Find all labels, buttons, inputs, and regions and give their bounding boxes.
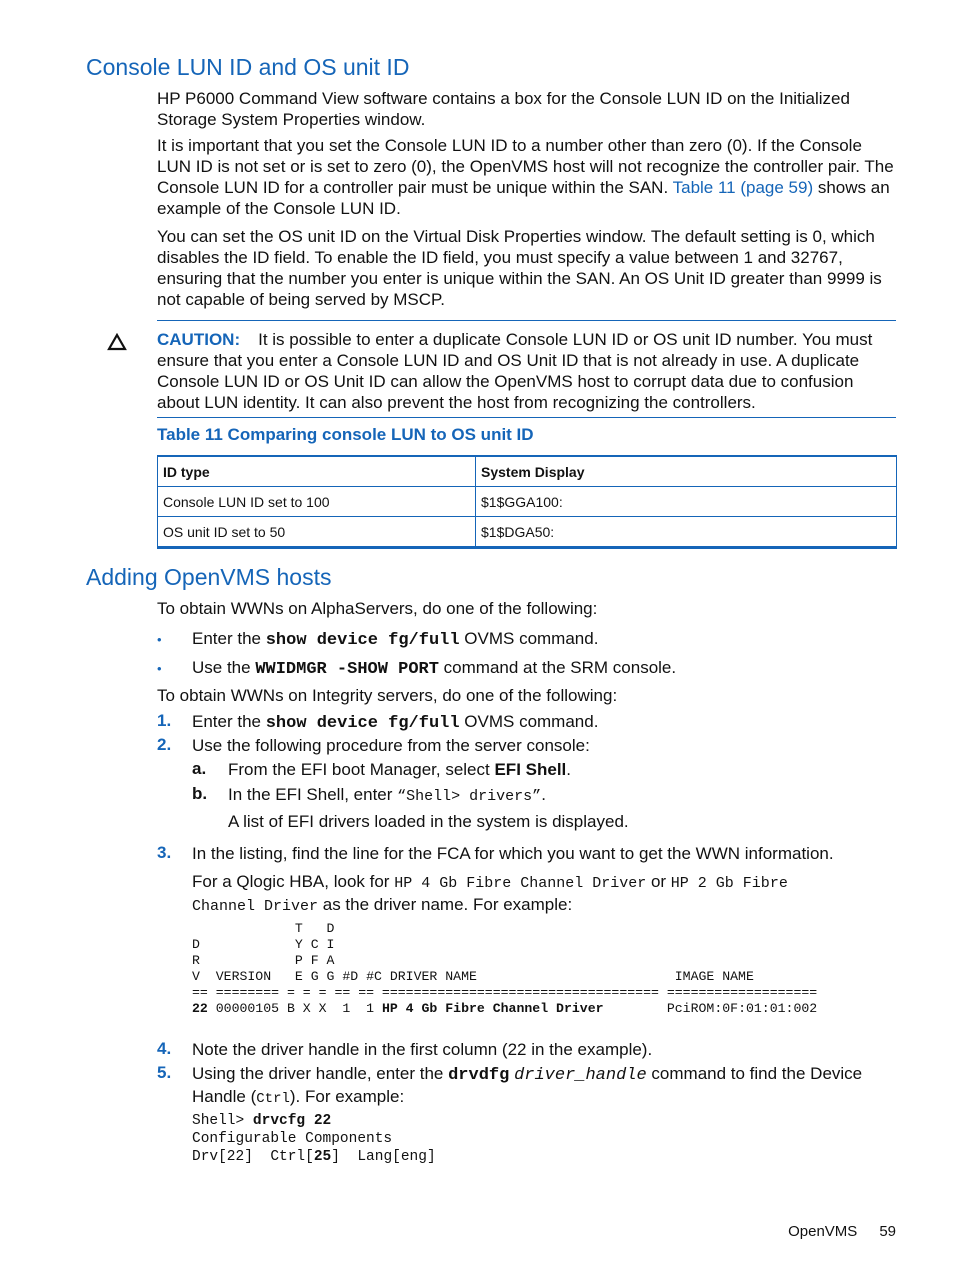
table-row [158,517,897,548]
substep-letter: b. [192,784,208,803]
console-example [192,1112,436,1166]
item-text: OVMS command. [459,629,599,648]
caution-top-rule [157,320,896,321]
item-code: show device fg/full [265,631,460,650]
paragraph-text: It is important that you set the Console LUN ID to a number other than zero (0). If the Console LUN ID is not set or is set to zero (0), the OpenVMS host will not recognize the controller pair. The Console LUN ID for a controller pair must be unique within the SAN. [157,136,894,197]
item-text: In the EFI Shell, enter [228,785,398,804]
item-text: OVMS command. [459,712,599,731]
caution-triangle-icon [107,333,127,351]
console-line: Drv[22] Ctrl[ [192,1149,314,1165]
item-text: ). For example: [289,1087,405,1106]
item-code: HP 2 Gb Fibre [670,875,788,892]
caution-text: It is possible to enter a duplicate Console LUN ID or OS unit ID number. You must ensure that you enter a Console LUN ID and OS Unit ID that is not already in use. A duplicate Console LUN ID or OS Unit ID can allow the OpenVMS host to corrupt data due to confusion about LUN identity. It can also prevent the host from recognizing the controllers. [157,330,873,412]
section-title-console-lun: Console LUN ID and OS unit ID [86,54,410,80]
item-code-italic: driver_handle [514,1066,647,1085]
item-code: drvdfg [448,1066,510,1085]
listing-driver-name: HP 4 Gb Fibre Channel Driver [381,1001,604,1016]
step-3-detail [192,871,892,917]
step-number: 2. [157,735,172,754]
drivers-listing [192,921,817,1017]
item-text: or [646,872,671,891]
substep-letter: a. [192,759,207,778]
listing-line: V VERSION E G G #D #C DRIVER NAME IMAGE NAME [192,969,754,984]
header-id-type: ID type [158,456,476,487]
paragraph-os-unit-id: You can set the OS unit ID on the Virtual Disk Properties window. The default setting is 0, which disables the ID field. To enable the ID field, you must specify a value between 1 and 32767, ensuring that the number you enter is unique within the SAN. An OS Unit ID greater than 9999 is not capable of being served by MSCP. [157,227,882,309]
item-code: show device fg/full [265,714,460,733]
section-title-adding-hosts: Adding OpenVMS hosts [86,564,332,590]
table-cell: $1$DGA50: [476,517,897,548]
comparison-table [157,455,897,549]
item-text: Enter the [192,712,266,731]
footer-product: OpenVMS [788,1223,858,1240]
table-header-row [158,456,897,487]
page-number: 59 [879,1223,896,1240]
step-number: 3. [157,843,172,862]
step-number: 5. [157,1063,172,1082]
listing-line: PciROM:0F:01:01:002 [603,1001,818,1016]
step-2: Use the following procedure from the server console: [192,736,590,755]
item-code: Ctrl [256,1091,290,1107]
caution-bottom-rule [157,417,896,418]
table-row [158,487,897,517]
listing-line: R P F A [192,953,335,968]
step-number: 4. [157,1039,172,1058]
table-cell: $1$GGA100: [476,487,897,517]
table-caption: Table 11 Comparing console LUN to OS unit ID [157,425,534,444]
bullet-icon: • [157,661,162,676]
console-line: Shell> [192,1113,253,1129]
console-value: 25 [313,1149,332,1165]
item-text: Using the driver handle, enter the [192,1064,449,1083]
paragraph-intro: HP P6000 Command View software contains a box for the Console LUN ID on the Initialized Storage System Properties window. [157,89,850,129]
item-text: Use the [192,658,256,677]
console-command: drvcfg 22 [252,1113,332,1129]
page-footer [0,1223,896,1240]
alpha-intro: To obtain WWNs on AlphaServers, do one of the following: [157,599,598,618]
list-item [192,628,598,651]
step-2a [228,759,571,780]
console-line: Configurable Components [192,1131,393,1147]
item-code: “Shell> drivers” [397,788,542,805]
header-system-display: System Display [476,456,897,487]
step-3: In the listing, find the line for the FCA for which you want to get the WWN information. [192,844,834,863]
item-text: Enter the [192,629,266,648]
list-item [192,657,676,680]
table-cell: OS unit ID set to 50 [158,517,476,548]
step-2b-result: A list of EFI drivers loaded in the system is displayed. [228,812,629,831]
listing-line: == ======== = = = == == =================================== =================== [192,985,818,1000]
step-number: 1. [157,711,172,730]
table-cell: Console LUN ID set to 100 [158,487,476,517]
item-text: For a Qlogic HBA, look for [192,872,395,891]
item-code: Channel Driver [192,898,319,915]
item-text: From the EFI boot Manager, select [228,760,495,779]
paragraph-console-lun [157,135,897,219]
listing-handle: 22 [192,1001,208,1016]
item-code: WWIDMGR -SHOW PORT [255,660,439,679]
listing-line: D Y C I [192,937,335,952]
step-4: Note the driver handle in the first column (22 in the example). [192,1040,653,1059]
caution-label: CAUTION: [157,330,241,349]
console-line: ] Lang[eng] [331,1149,436,1165]
item-text: . [566,760,571,779]
caution-note [157,329,897,413]
item-text: as the driver name. For example: [318,895,573,914]
item-code: HP 4 Gb Fibre Channel Driver [394,875,647,892]
integrity-intro: To obtain WWNs on Integrity servers, do one of the following: [157,686,618,705]
item-text: command to find the Device [646,1064,863,1083]
step-5 [192,1063,892,1110]
item-text: . [541,785,546,804]
listing-line: T D [192,921,335,936]
step-2b [228,784,546,807]
table-11-link[interactable]: Table 11 (page 59) [672,178,814,197]
item-text: Handle ( [192,1087,257,1106]
step-1 [192,711,598,734]
listing-line: 00000105 B X X 1 1 [207,1001,382,1016]
bullet-icon: • [157,632,162,647]
item-text: command at the SRM console. [438,658,677,677]
paragraph-text: shows an example of the Console LUN ID. [157,178,890,218]
item-bold: EFI Shell [494,760,567,779]
